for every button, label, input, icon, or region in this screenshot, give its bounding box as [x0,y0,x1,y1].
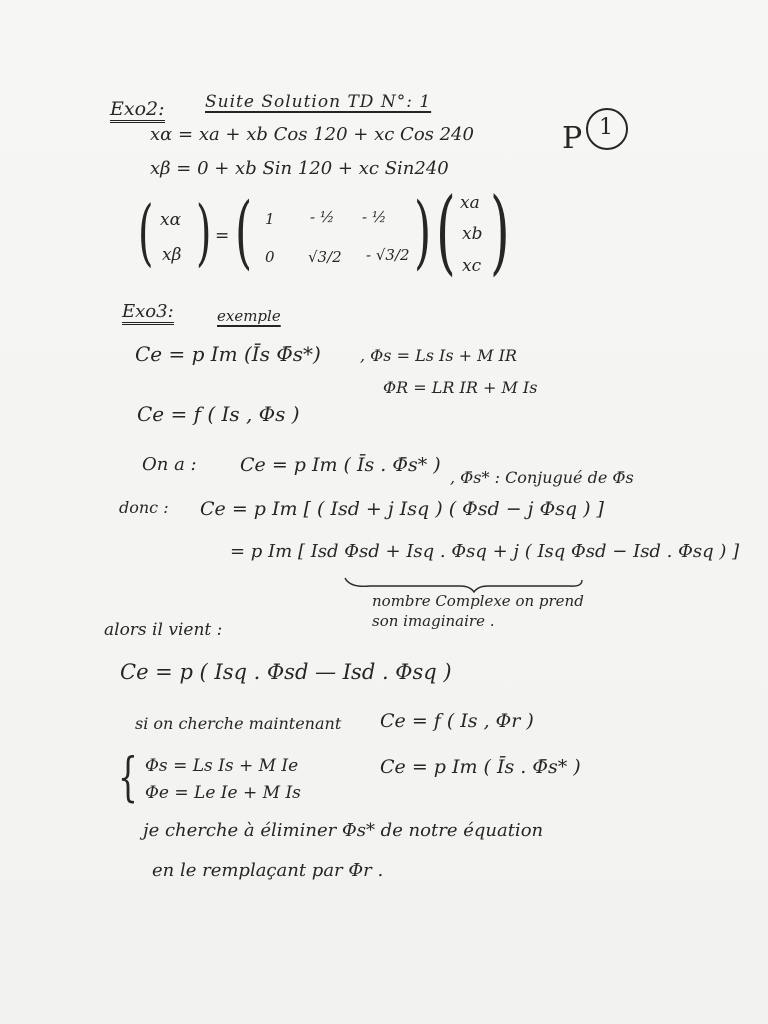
closing-line1: je cherche à éliminer Φs* de notre équation [143,820,544,841]
page-marker-p: P [562,121,583,156]
system-ce-equation: Ce = p Im ( Īs . Φ̄s* ) [380,756,581,778]
exo02-title: Exo2: [110,100,165,123]
rhs-paren-open: ( [436,178,456,285]
result-equation: Ce = p ( Isq . Φsd — Isd . Φsq ) [120,660,452,684]
on-a-label: On a : [142,454,197,475]
matrix-equals: = [215,226,230,246]
matrix-paren-open: ( [235,185,253,278]
matrix-cell-2-1: 0 [265,248,275,266]
exo02-subtitle: Suite Solution TD N°: 1 [205,92,432,112]
search-equation: Ce = f ( Is , Φr ) [380,710,534,732]
matrix-cell-2-3: - √3/2 [366,246,410,264]
system-brace: { [118,748,138,808]
matrix-cell-1-2: - ½ [310,208,335,226]
matrix-paren-close: ) [414,185,432,278]
donc-equation: Ce = p Im [ ( Isd + j Isq ) ( Φsd − j Φsq ) ] [200,498,604,520]
lhs-x-beta: xβ [162,245,182,265]
rhs-xa: xa [460,193,480,213]
lhs-paren-open: ( [138,190,154,274]
eq-x-beta: xβ = 0 + xb Sin 120 + xc Sin240 [150,158,449,179]
exo03-subtitle: exemple [217,307,281,325]
rhs-paren-close: ) [490,178,510,285]
rhs-xb: xb [462,224,483,244]
brace-note-line1: nombre Complexe on prend [372,592,584,610]
alors-label: alors il vient : [104,620,223,640]
lhs-paren-close: ) [196,190,212,274]
ce-function: Ce = f ( Is , Φs ) [137,402,300,426]
matrix-cell-2-2: √3/2 [308,248,342,266]
system-eq-2: Φe = Le Ie + M Is [145,783,301,803]
conjugate-note: , Φ̄s* : Conjugué de Φ̄s [450,468,634,487]
phi-r-definition: ΦR = LR IR + M Is [383,378,538,397]
closing-line2: en le remplaçant par Φr . [152,860,384,881]
rhs-xc: xc [462,256,482,276]
system-eq-1: Φs = Ls Is + M Ie [145,756,299,776]
phi-s-definition: , Φs = Ls Is + M IR [360,346,517,365]
exo03-title: Exo3: [122,303,174,325]
matrix-cell-1-3: - ½ [362,208,387,226]
brace-note-line2: son imaginaire . [372,612,495,630]
page-number: 1 [599,115,613,140]
search-text: si on cherche maintenant [135,714,342,733]
expanded-equation: = p Im [ Isd Φsd + Isq . Φsq + j ( Isq Φsd − Isd . Φsq ) ] [230,541,740,562]
ce-definition: Ce = p Im (Īs Φ̄s*) [135,342,321,366]
matrix-cell-1-1: 1 [265,210,275,228]
donc-label: donc : [119,498,169,517]
eq-x-alpha: xα = xa + xb Cos 120 + xc Cos 240 [150,124,474,145]
on-a-equation: Ce = p Im ( Īs . Φ̄s* ) [240,454,441,476]
lhs-x-alpha: xα [160,210,182,230]
